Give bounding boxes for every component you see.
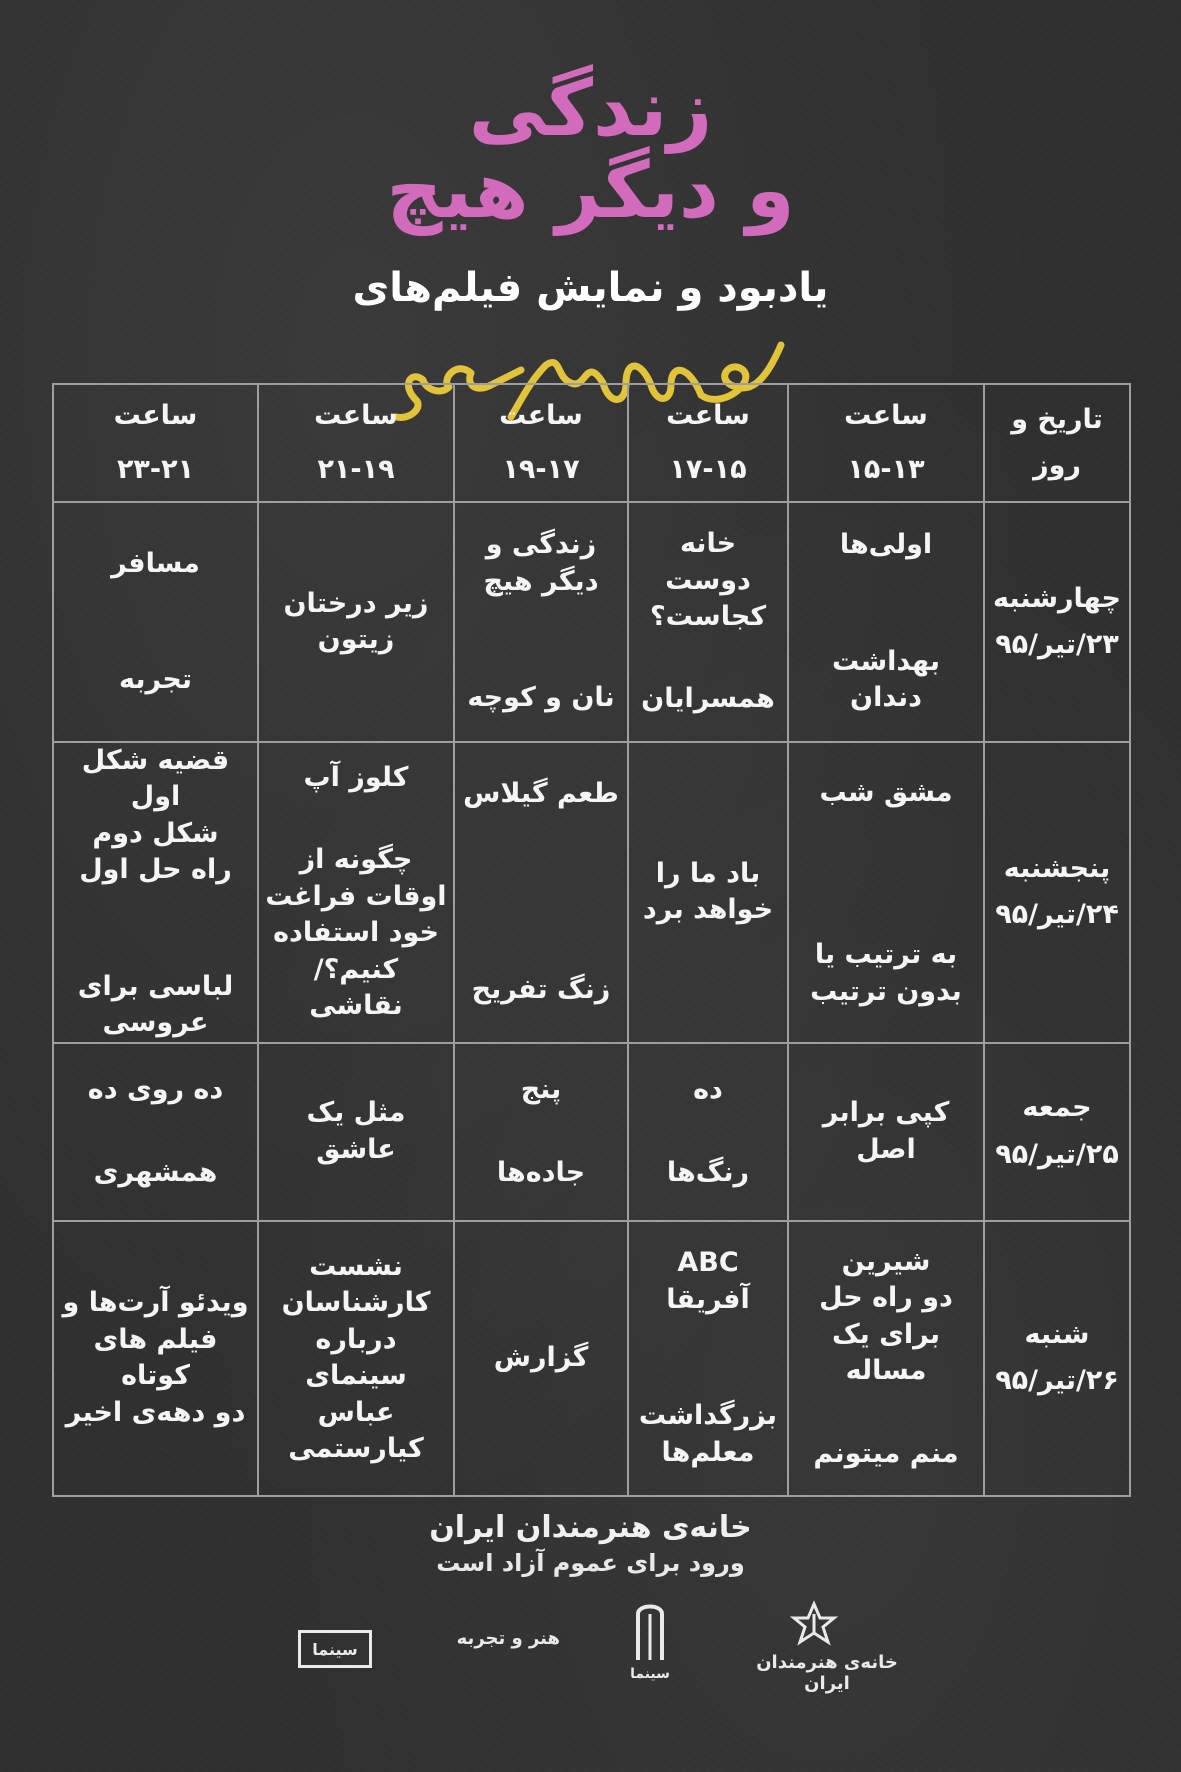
table-row: [53, 742, 1130, 1043]
film-title: کنیم؟/ نقاشی: [309, 953, 403, 1022]
film-title: قضیه شکل اول: [81, 745, 230, 813]
film-title: مشق شب: [819, 776, 953, 808]
film-title: لباسی برای: [77, 970, 234, 1002]
program-cell: [258, 1221, 454, 1496]
program-cell: [628, 502, 788, 742]
program-cell: [788, 742, 984, 1043]
program-cell: [258, 502, 454, 742]
header-slot-1: [788, 384, 984, 502]
film-title: سینمای: [305, 1360, 407, 1392]
film-title: ده: [693, 1074, 723, 1106]
film-title: باد ما را: [655, 857, 761, 889]
schedule-table: [52, 383, 1131, 1497]
film-logo: [298, 1630, 372, 1668]
film-title: مساله: [845, 1355, 927, 1387]
film-title: زنگ تفریح: [471, 974, 611, 1006]
film-title: به ترتیب یا: [814, 939, 958, 971]
film-title: ویدئو آرت‌ها و: [62, 1287, 249, 1319]
slot-range: ۱۹-۱۷: [502, 454, 580, 485]
day-name: جمعه: [1022, 1092, 1092, 1124]
day-date: ۲۶/تیر/۹۵: [995, 1365, 1119, 1397]
day-date: ۲۵/تیر/۹۵: [995, 1138, 1119, 1170]
cinema-logo: [620, 1600, 680, 1690]
header-day-label: روز: [1033, 450, 1081, 481]
entry-note: ورود برای عموم آزاد است: [436, 1549, 745, 1577]
slot-range: ۱۷-۱۵: [669, 454, 747, 485]
film-title: بزرگداشت: [638, 1400, 778, 1432]
art-experience-text: هنر و تجربه: [456, 1628, 560, 1649]
film-title: درباره: [315, 1323, 397, 1355]
table-row: [53, 1043, 1130, 1221]
film-title: ABC آفریقا: [666, 1247, 750, 1315]
program-cell: [788, 502, 984, 742]
film-title: کارشناسان: [281, 1287, 431, 1319]
organization-name: خانه‌ی هنرمندان ایران: [429, 1510, 752, 1545]
film-title: فیلم های کوتاه: [93, 1323, 218, 1392]
slot-label: ساعت: [499, 399, 583, 431]
film-title: بهداشت: [832, 645, 940, 677]
film-title: جاده‌ها: [496, 1156, 586, 1188]
day-name: پنجشنبه: [1003, 852, 1111, 884]
program-cell: [454, 1221, 628, 1496]
film-title: کلوز آپ: [303, 762, 409, 793]
header-date-day: [984, 384, 1130, 502]
program-cell: [628, 742, 788, 1043]
film-title: نشست: [309, 1250, 403, 1282]
film-title: زندگی و: [485, 529, 597, 561]
film-title: کیارستمی: [288, 1433, 424, 1464]
title-line-1: زندگی: [468, 64, 713, 154]
film-title: دو دهه‌ی اخیر: [65, 1396, 246, 1428]
film-title: شکل دوم: [92, 817, 219, 849]
film-title: عباس: [317, 1396, 395, 1428]
slot-label: ساعت: [844, 399, 928, 431]
film-title: اوقات فراغت: [265, 880, 447, 912]
film-title: عروسی: [102, 1007, 209, 1039]
film-title: همشهری: [93, 1156, 218, 1188]
film-title: راه حل اول: [79, 854, 232, 886]
program-cell: [454, 502, 628, 742]
film-title: بدون ترتیب: [810, 975, 962, 1007]
program-cell: [53, 502, 258, 742]
cinema-icon: [620, 1600, 680, 1662]
film-title: زیر درختان: [283, 587, 429, 619]
artists-house-icon: [752, 1600, 902, 1648]
film-title: دیگر هیچ: [483, 565, 599, 597]
film-title: خانه: [679, 528, 737, 560]
film-title: گزارش: [493, 1341, 589, 1373]
film-title: معلم‌ها: [661, 1436, 755, 1468]
table-row: [53, 1221, 1130, 1496]
film-title: همسرایان: [641, 683, 775, 715]
film-title: کپی برابر اصل: [822, 1097, 950, 1165]
title-line-2: و دیگر هیچ: [386, 146, 795, 236]
film-title: طعم گیلاس: [463, 777, 619, 809]
header-slot-4: [258, 384, 454, 502]
day-cell: [984, 502, 1130, 742]
film-title: ده روی ده: [87, 1074, 224, 1106]
program-cell: [53, 1221, 258, 1496]
artists-house-text: خانه‌ی هنرمندان ایران: [756, 1652, 898, 1694]
film-title: پنج: [520, 1074, 562, 1106]
slot-label: ساعت: [666, 399, 750, 431]
film-title: دو راه حل: [819, 1282, 953, 1314]
table-row: [53, 502, 1130, 742]
slot-label: ساعت: [314, 399, 398, 431]
film-title: رنگ‌ها: [666, 1156, 750, 1188]
poster-footer: [0, 1510, 1181, 1577]
cinema-text: سینما: [630, 1666, 670, 1682]
film-title: چگونه از: [299, 844, 413, 876]
slot-range: ۲۳-۲۱: [116, 454, 195, 485]
header-slot-3: [454, 384, 628, 502]
film-title: خود استفاده: [273, 917, 439, 949]
program-cell: [628, 1043, 788, 1221]
program-cell: [53, 1043, 258, 1221]
program-cell: [788, 1221, 984, 1496]
film-title: مثل یک عاشق: [306, 1097, 406, 1165]
film-title: تجربه: [119, 664, 192, 695]
art-experience-logo: [430, 1628, 560, 1668]
header-date-label: تاریخ و: [1011, 403, 1103, 435]
film-title: خواهد برد: [642, 894, 774, 926]
film-title: منم میتونم: [813, 1437, 959, 1469]
day-cell: [984, 742, 1130, 1043]
program-cell: [53, 742, 258, 1043]
program-cell: [454, 1043, 628, 1221]
table-header-row: [53, 384, 1130, 502]
day-date: ۲۳/تیر/۹۵: [995, 629, 1119, 660]
program-cell: [628, 1221, 788, 1496]
subtitle: یادبود و نمایش فیلم‌های: [352, 265, 829, 311]
header-slot-5: [53, 384, 258, 502]
program-cell: [788, 1043, 984, 1221]
film-title: دوست: [665, 564, 751, 596]
film-title: اولی‌ها: [839, 529, 933, 561]
day-date: ۲۴/تیر/۹۵: [995, 899, 1119, 931]
film-title: نان و کوچه: [467, 682, 615, 714]
slot-range: ۲۱-۱۹: [317, 454, 395, 485]
sponsor-logos: [0, 1600, 1181, 1700]
slot-range: ۱۵-۱۳: [847, 454, 925, 485]
day-cell: [984, 1221, 1130, 1496]
artists-house-logo: [752, 1600, 902, 1694]
film-title: مسافر: [111, 547, 200, 579]
program-cell: [258, 1043, 454, 1221]
film-title: برای یک: [831, 1318, 941, 1350]
header-slot-2: [628, 384, 788, 502]
day-name: شنبه: [1024, 1318, 1090, 1350]
day-cell: [984, 1043, 1130, 1221]
film-title: دندان: [850, 682, 922, 714]
film-logo-text: سینما: [312, 1639, 358, 1659]
day-name: چهارشنبه: [993, 582, 1121, 614]
film-title: شیرین: [841, 1246, 931, 1278]
film-title: کجاست؟: [649, 601, 767, 632]
film-title: زیتون: [317, 624, 395, 655]
slot-label: ساعت: [113, 399, 198, 431]
program-cell: [454, 742, 628, 1043]
program-cell: [258, 742, 454, 1043]
